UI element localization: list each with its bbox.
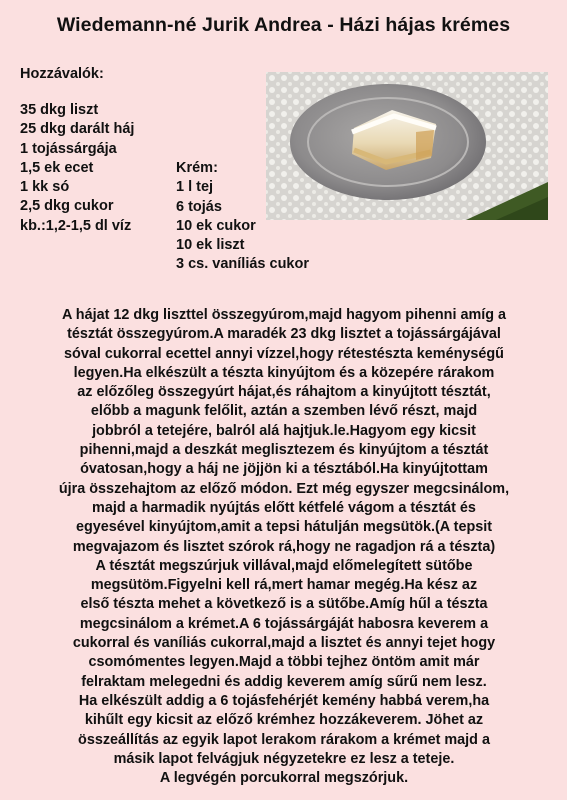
instruction-line: felraktam melegedni és addig keverem amíg sűrű nem lesz.	[81, 673, 487, 690]
instruction-line: előbb a magunk felőlit, aztán a szemben lévő részt, majd	[90, 403, 478, 420]
instruction-line: csomómentes legyen.Majd a többi tejhez öntöm amit már	[88, 654, 480, 671]
cream-item: 6 tojás	[176, 198, 222, 215]
instruction-line: kihűlt egy kicsit az előző krémhez hozzákeverem. Jöhet az	[84, 712, 484, 729]
ingredient-item: kb.:1,2-1,5 dl víz	[20, 217, 132, 234]
cream-heading: Krém:	[176, 160, 218, 176]
instruction-line: az előzőleg összegyúrt hájat,és ráhajtom a kinyújtott tésztát,	[77, 384, 491, 401]
instruction-line: egyesével kinyújtom,amit a tepsi hátulján megsütök.(A tepsit	[75, 519, 493, 536]
instruction-line: összeállítás az egyik lapot lerakom rárakom a krémet majd a	[78, 731, 490, 748]
instruction-line: A legvégén porcukorral megszórjuk.	[159, 770, 409, 787]
ingredient-item: 1 tojássárgája	[20, 140, 117, 157]
instruction-line: megsütöm.Figyelni kell rá,mert hamar megég.Ha kész az	[90, 577, 478, 594]
instruction-line: majd a harmadik nyújtás előtt kétfelé vágom a tésztát és	[92, 499, 476, 516]
instruction-line: A hájat 12 dkg liszttel összegyúrom,majd hagyom pihenni amíg a	[61, 307, 507, 323]
cake-photo	[266, 72, 548, 220]
ingredient-item: 25 dkg darált háj	[20, 121, 135, 138]
instruction-line: megcsinálom a krémet.A 6 tojássárgáját habosra keverem a	[79, 615, 489, 632]
cream-item: 10 ek cukor	[176, 217, 256, 234]
instruction-line: A tésztát megszúrjuk villával,majd előmelegített sütőbe	[95, 557, 473, 574]
cream-item: 1 l tej	[176, 179, 214, 196]
ingredients-heading: Hozzávalók:	[20, 66, 104, 82]
instruction-line: sóval cukorral ecettel annyi vízzel,hogy rétestészta keménységű	[64, 345, 504, 362]
recipe-instructions	[14, 306, 554, 788]
ingredients-list	[20, 101, 134, 236]
instruction-line: tésztát összegyúrom.A maradék 23 dkg lisztet a tojássárgájával	[67, 326, 501, 343]
instruction-line: másik lapot felvágjuk négyzetekre ez lesz a teteje.	[113, 750, 455, 767]
instruction-line: pihenni,majd a deszkát meglisztezem és kinyújtom a tésztát	[79, 442, 489, 459]
instruction-line: óvatosan,hogy a háj ne jöjjön ki a tésztából.Ha kinyújtottam	[80, 461, 488, 478]
cream-item: 10 ek liszt	[176, 237, 245, 254]
ingredient-item: 2,5 dkg cukor	[20, 198, 114, 215]
page-title: Wiedemann-né Jurik Andrea - Házi hájas krémes	[56, 14, 511, 36]
instruction-line: Ha elkészült addig a 6 tojásfehérjét kemény habbá verem,ha	[78, 692, 490, 709]
instruction-line: első tészta mehet a következő is a sütőbe.Amíg hűl a tészta	[80, 596, 488, 613]
instruction-line: jobbról a tetejére, balról alá hajtjuk.le.Hagyom egy kicsit	[92, 422, 476, 439]
instruction-line: cukorral és vaníliás cukorral,majd a lisztet és annyi tejet hogy	[72, 635, 496, 652]
instruction-line: megvajazom és lisztet szórok rá,hogy ne ragadjon rá a tészta)	[72, 538, 496, 555]
instruction-line: újra összehajtom az előző módon. Ezt még egyszer megcsinálom,	[58, 480, 510, 497]
ingredient-item: 35 dkg liszt	[20, 102, 99, 118]
ingredient-item: 1 kk só	[20, 179, 70, 196]
cream-item: 3 cs. vaníliás cukor	[176, 256, 309, 273]
instruction-line: legyen.Ha elkészült a tészta kinyújtom és a közepére rárakom	[73, 364, 495, 381]
ingredient-item: 1,5 ek ecet	[20, 159, 94, 176]
